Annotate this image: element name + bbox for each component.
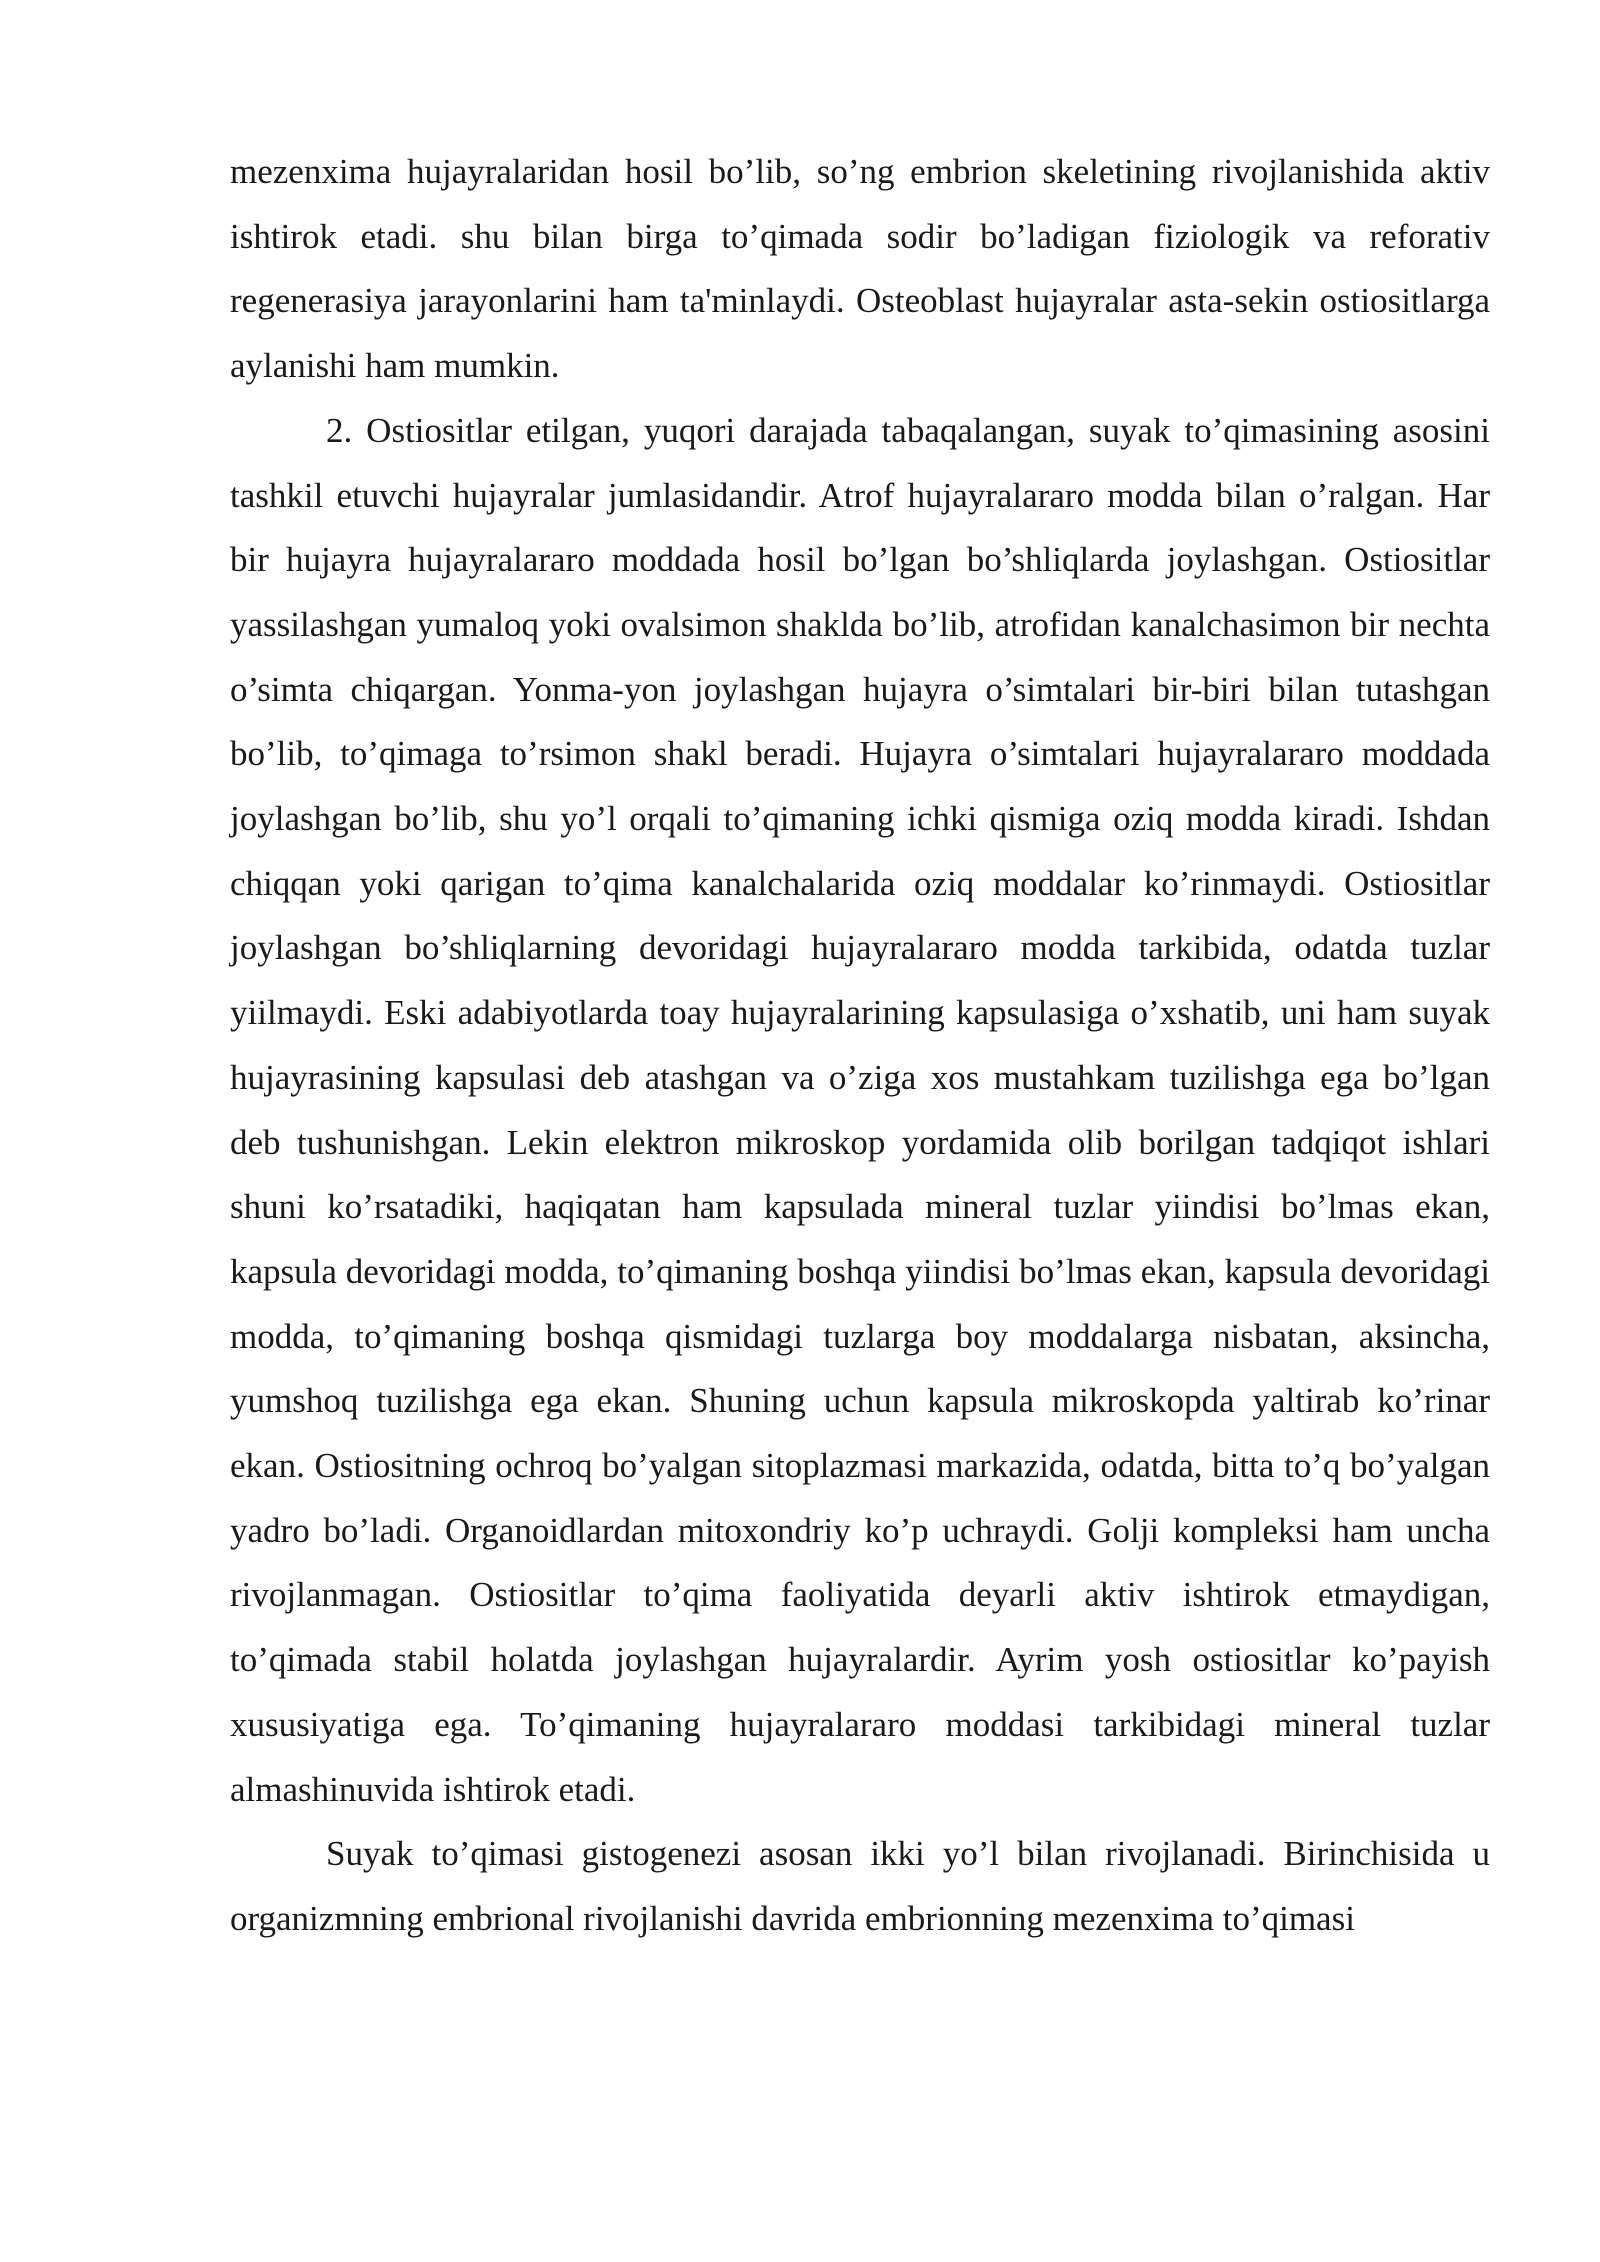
paragraph-gistogenez: Suyak to’qimasi gistogenezi asosan ikki yo’l bilan rivojlanadi. Birinchisida u organizmning embrional rivojlanishi davrida embrionning mezenxima to’qimasi: [230, 1834, 1490, 1938]
body-text: [230, 140, 1490, 1952]
paragraph-continuation: mezenxima hujayralaridan hosil bo’lib, so’ng embrion skeletining rivojlanishida aktiv ishtirok etadi. shu bilan birga to’qimada sodir bo’ladigan fiziologik va reforativ regenerasiya jarayonlarini ham ta'minlaydi. Osteoblast hujayralar asta-sekin ostiositlarga aylanishi ham mumkin.: [230, 152, 1490, 386]
paragraph-ostiositlar: 2. Ostiositlar etilgan, yuqori darajada tabaqalangan, suyak to’qimasining asosini tashkil etuvchi hujayralar jumlasidandir. Atrof hujayralararo modda bilan o’ralgan. Har bir hujayra hujayralararo moddada hosil bo’lgan bo’shliqlarda joylashgan. Ostiositlar yassilashgan yumaloq yoki ovalsimon shaklda bo’lib, atrofidan kanalchasimon bir nechta o’simta chiqargan. Yonma-yon joylashgan hujayra o’simtalari bir-biri bilan tutashgan bo’lib, to’qimaga to’rsimon shakl beradi. Hujayra o’simtalari hujayralararo moddada joylashgan bo’lib, shu yo’l orqali to’qimaning ichki qismiga oziq modda kiradi. Ishdan chiqqan yoki qarigan to’qima kanalchalarida oziq moddalar ko’rinmaydi. Ostiositlar joylashgan bo’shliqlarning devoridagi hujayralararo modda tarkibida, odatda tuzlar yiilmaydi. Eski adabiyotlarda toay hujayralarining kapsulasiga o’xshatib, uni ham suyak hujayrasining kapsulasi deb atashgan va o’ziga xos mustahkam tuzilishga ega bo’lgan deb tushunishgan. Lekin elektron mikroskop yordamida olib borilgan tadqiqot ishlari shuni ko’rsatadiki, haqiqatan ham kapsulada mineral tuzlar yiindisi bo’lmas ekan, kapsula devoridagi modda, to’qimaning boshqa yiindisi bo’lmas ekan, kapsula devoridagi modda, to’qimaning boshqa qismidagi tuzlarga boy moddalarga nisbatan, aksincha, yumshoq tuzilishga ega ekan. Shuning uchun kapsula mikroskopda yaltirab ko’rinar ekan. Ostiositning ochroq bo’yalgan sitoplazmasi markazida, odatda, bitta to’q bo’yalgan yadro bo’ladi. Organoidlardan mitoxondriy ko’p uchraydi. Golji kompleksi ham uncha rivojlanmagan. Ostiositlar to’qima faoliyatida deyarli aktiv ishtirok etmaydigan, to’qimada stabil holatda joylashgan hujayralardir. Ayrim yosh ostiositlar ko’payish xususiyatiga ega. To’qimaning hujayralararo moddasi tarkibidagi mineral tuzlar almashinuvida ishtirok etadi.: [230, 410, 1490, 1809]
